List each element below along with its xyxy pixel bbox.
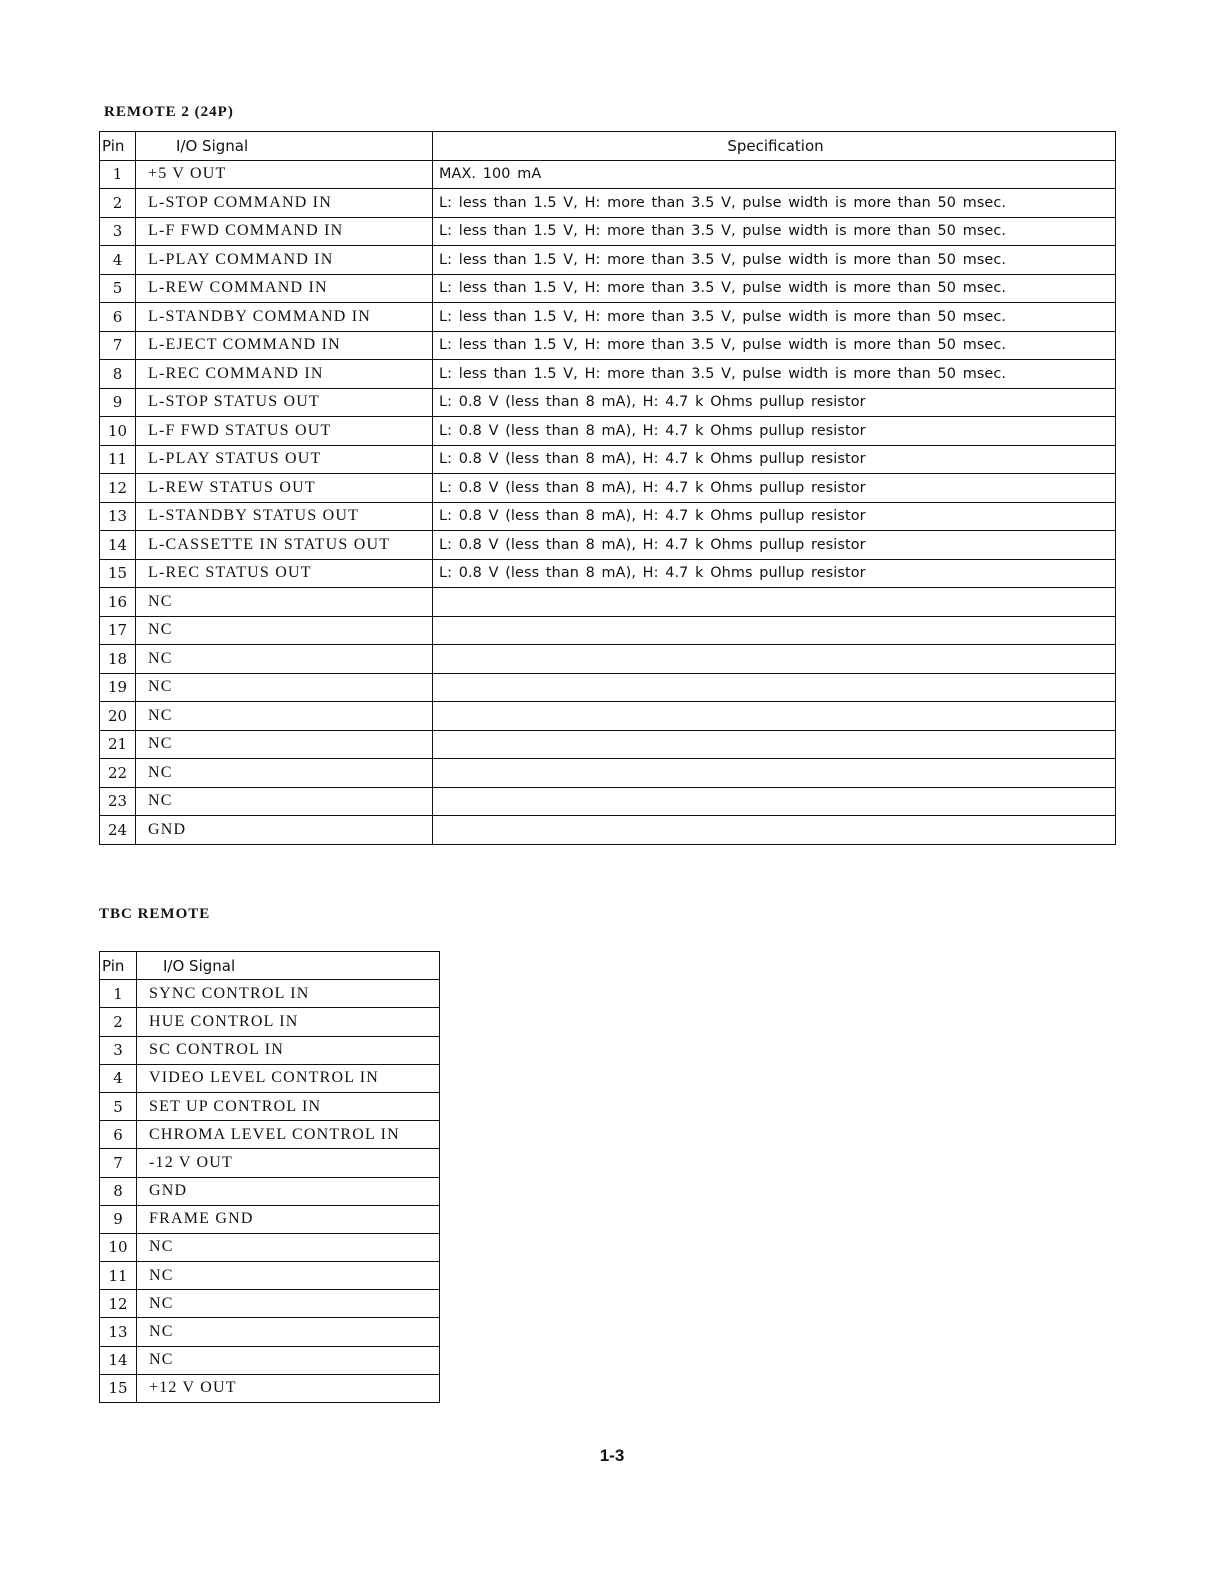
spec-cell: L: 0.8 V (less than 8 mA), H: 4.7 k Ohms pullup resistor [433,445,1116,474]
pin-cell: 10 [100,1233,137,1261]
spec-cell: L: less than 1.5 V, H: more than 3.5 V, pulse width is more than 50 msec. [433,360,1116,389]
pin-cell: 15 [100,1374,137,1402]
table-row [100,588,1116,617]
pin-cell: 16 [100,588,136,617]
table-row [100,445,1116,474]
signal-cell: L-STANDBY COMMAND IN [136,303,433,332]
table-row [100,559,1116,588]
table-row [100,1346,440,1374]
spec-cell [433,588,1116,617]
signal-cell: L-STOP STATUS OUT [136,388,433,417]
pin-cell: 12 [100,474,136,503]
spec-cell: L: less than 1.5 V, H: more than 3.5 V, pulse width is more than 50 msec. [433,189,1116,218]
table-row [100,730,1116,759]
table-row [100,474,1116,503]
pin-cell: 5 [100,274,136,303]
table-row [100,502,1116,531]
pin-cell: 8 [100,1177,137,1205]
pin-cell: 12 [100,1290,137,1318]
spec-cell [433,816,1116,845]
pin-cell: 11 [100,445,136,474]
pin-cell: 3 [100,1036,137,1064]
pin-cell: 13 [100,502,136,531]
signal-cell: NC [137,1290,440,1318]
remote2-title: REMOTE 2 (24P) [104,104,234,120]
spec-cell [433,787,1116,816]
table-row [100,1036,440,1064]
signal-cell: SC CONTROL IN [137,1036,440,1064]
spec-cell: L: 0.8 V (less than 8 mA), H: 4.7 k Ohms pullup resistor [433,559,1116,588]
signal-cell: L-STANDBY STATUS OUT [136,502,433,531]
pin-cell: 5 [100,1092,137,1120]
pin-cell: 2 [100,189,136,218]
signal-cell: +12 V OUT [137,1374,440,1402]
header-pin: Pin [100,132,136,161]
spec-cell [433,673,1116,702]
table-row [100,980,440,1008]
signal-cell: NC [136,616,433,645]
pin-cell: 4 [100,1064,137,1092]
pin-cell: 14 [100,531,136,560]
table-row [100,616,1116,645]
pin-cell: 11 [100,1262,137,1290]
signal-cell: L-REW STATUS OUT [136,474,433,503]
spec-cell: L: 0.8 V (less than 8 mA), H: 4.7 k Ohms pullup resistor [433,502,1116,531]
table-row [100,1262,440,1290]
signal-cell: SYNC CONTROL IN [137,980,440,1008]
spec-cell: L: 0.8 V (less than 8 mA), H: 4.7 k Ohms pullup resistor [433,388,1116,417]
table-row [100,417,1116,446]
pin-cell: 4 [100,246,136,275]
pin-cell: 7 [100,1149,137,1177]
pin-cell: 6 [100,1121,137,1149]
signal-cell: FRAME GND [137,1205,440,1233]
spec-cell: L: less than 1.5 V, H: more than 3.5 V, pulse width is more than 50 msec. [433,246,1116,275]
pin-cell: 1 [100,160,136,189]
table-row [100,531,1116,560]
table-row [100,759,1116,788]
spec-cell [433,730,1116,759]
signal-cell: L-EJECT COMMAND IN [136,331,433,360]
spec-cell: L: 0.8 V (less than 8 mA), H: 4.7 k Ohms pullup resistor [433,474,1116,503]
spec-cell: L: less than 1.5 V, H: more than 3.5 V, pulse width is more than 50 msec. [433,331,1116,360]
table-row [100,816,1116,845]
spec-cell: L: 0.8 V (less than 8 mA), H: 4.7 k Ohms pullup resistor [433,417,1116,446]
pin-cell: 19 [100,673,136,702]
table-row [100,1205,440,1233]
pin-cell: 24 [100,816,136,845]
pin-cell: 14 [100,1346,137,1374]
pin-cell: 20 [100,702,136,731]
spec-cell [433,759,1116,788]
table-row [100,1374,440,1402]
pin-cell: 6 [100,303,136,332]
signal-cell: SET UP CONTROL IN [137,1092,440,1120]
header-io-signal: I/O Signal [137,952,440,980]
table-row [100,1092,440,1120]
table-row [100,1233,440,1261]
signal-cell: L-F FWD STATUS OUT [136,417,433,446]
spec-cell [433,645,1116,674]
table-row [100,1290,440,1318]
spec-cell: MAX. 100 mA [433,160,1116,189]
table-header-row [100,132,1116,161]
pin-cell: 10 [100,417,136,446]
spec-cell: L: 0.8 V (less than 8 mA), H: 4.7 k Ohms pullup resistor [433,531,1116,560]
spec-cell [433,702,1116,731]
signal-cell: NC [136,588,433,617]
spec-cell: L: less than 1.5 V, H: more than 3.5 V, pulse width is more than 50 msec. [433,274,1116,303]
table-row [100,160,1116,189]
pin-cell: 9 [100,388,136,417]
table-row [100,189,1116,218]
pin-cell: 7 [100,331,136,360]
table-row [100,702,1116,731]
spec-cell [433,616,1116,645]
pin-cell: 3 [100,217,136,246]
pin-cell: 13 [100,1318,137,1346]
pin-cell: 21 [100,730,136,759]
tbc-remote-table [99,951,440,1403]
signal-cell: NC [137,1318,440,1346]
page-number: 1-3 [599,1446,625,1465]
table-row [100,1064,440,1092]
table-row [100,246,1116,275]
signal-cell: NC [136,730,433,759]
table-row [100,673,1116,702]
signal-cell: L-REC STATUS OUT [136,559,433,588]
pin-cell: 18 [100,645,136,674]
signal-cell: NC [136,673,433,702]
signal-cell: VIDEO LEVEL CONTROL IN [137,1064,440,1092]
signal-cell: NC [136,787,433,816]
header-pin: Pin [100,952,137,980]
signal-cell: NC [136,759,433,788]
table-row [100,274,1116,303]
table-row [100,1121,440,1149]
signal-cell: L-PLAY STATUS OUT [136,445,433,474]
signal-cell: L-F FWD COMMAND IN [136,217,433,246]
signal-cell: CHROMA LEVEL CONTROL IN [137,1121,440,1149]
header-specification: Specification [433,132,1116,161]
tbc-remote-title: TBC REMOTE [99,906,211,922]
signal-cell: GND [136,816,433,845]
table-row [100,360,1116,389]
signal-cell: L-REC COMMAND IN [136,360,433,389]
pin-cell: 1 [100,980,137,1008]
table-row [100,1318,440,1346]
table-row [100,1008,440,1036]
table-row [100,1149,440,1177]
signal-cell: L-PLAY COMMAND IN [136,246,433,275]
spec-cell: L: less than 1.5 V, H: more than 3.5 V, pulse width is more than 50 msec. [433,303,1116,332]
signal-cell: NC [137,1233,440,1261]
remote2-table [99,131,1116,845]
spec-cell: L: less than 1.5 V, H: more than 3.5 V, pulse width is more than 50 msec. [433,217,1116,246]
table-row [100,787,1116,816]
table-header-row [100,952,440,980]
table-row [100,645,1116,674]
signal-cell: NC [136,645,433,674]
pin-cell: 15 [100,559,136,588]
table-row [100,217,1116,246]
pin-cell: 17 [100,616,136,645]
signal-cell: L-REW COMMAND IN [136,274,433,303]
signal-cell: GND [137,1177,440,1205]
signal-cell: L-CASSETTE IN STATUS OUT [136,531,433,560]
table-row [100,331,1116,360]
signal-cell: L-STOP COMMAND IN [136,189,433,218]
signal-cell: NC [136,702,433,731]
signal-cell: +5 V OUT [136,160,433,189]
signal-cell: -12 V OUT [137,1149,440,1177]
pin-cell: 9 [100,1205,137,1233]
table-row [100,1177,440,1205]
signal-cell: NC [137,1262,440,1290]
table-row [100,303,1116,332]
table-row [100,388,1116,417]
pin-cell: 8 [100,360,136,389]
header-io-signal: I/O Signal [136,132,433,161]
pin-cell: 23 [100,787,136,816]
signal-cell: HUE CONTROL IN [137,1008,440,1036]
pin-cell: 2 [100,1008,137,1036]
pin-cell: 22 [100,759,136,788]
signal-cell: NC [137,1346,440,1374]
